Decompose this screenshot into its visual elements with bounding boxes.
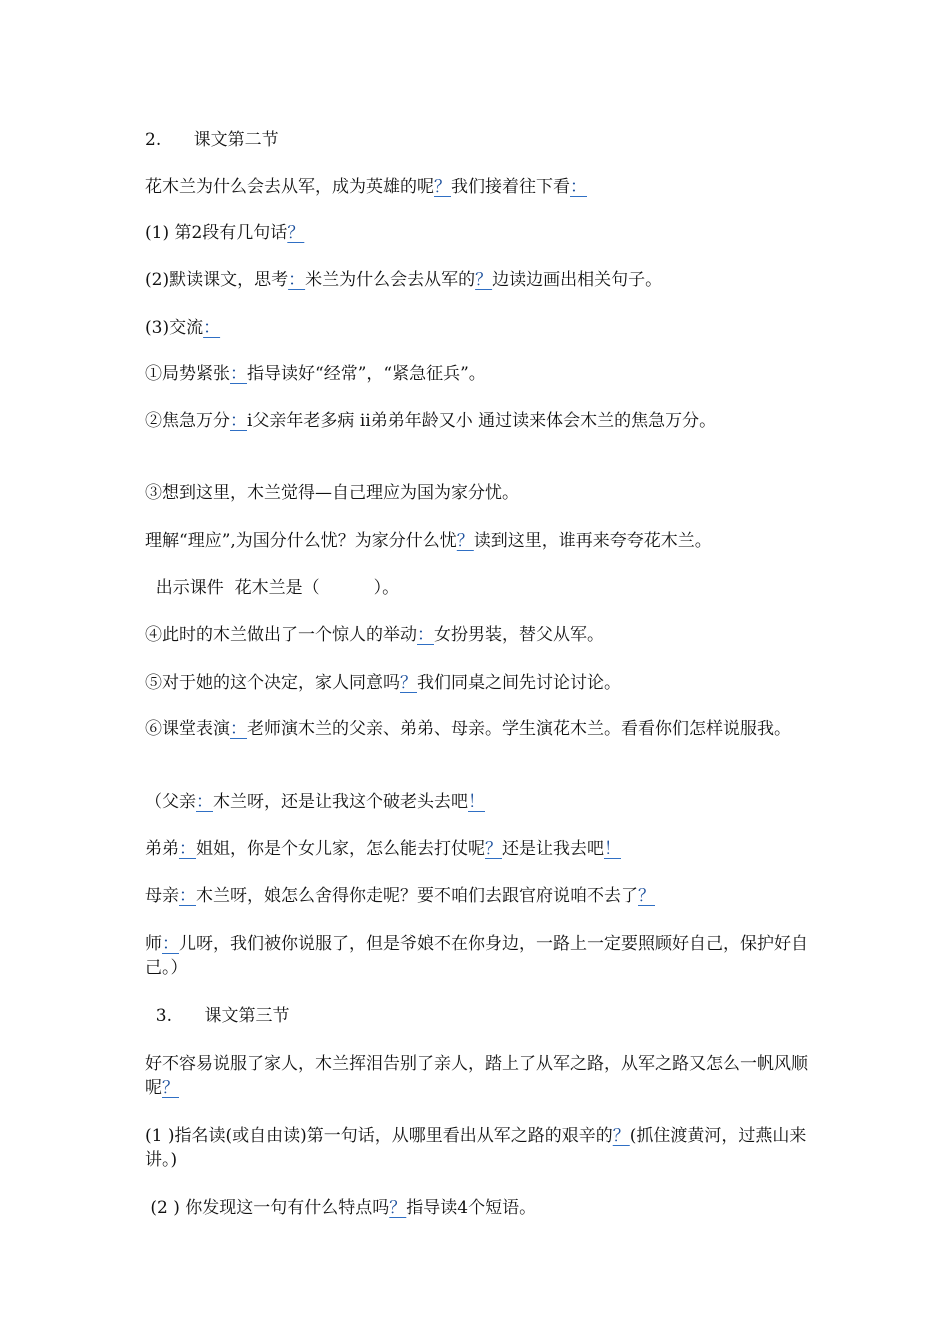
text-run: ⑥课堂表演 bbox=[145, 719, 230, 739]
marked-punctuation: ？ bbox=[434, 177, 451, 197]
section-heading-3 bbox=[145, 1004, 289, 1028]
text-run: 母亲 bbox=[145, 886, 179, 906]
text-run: (3)交流 bbox=[145, 318, 204, 338]
text-run: 读到这里，谁再来夸夸花木兰。 bbox=[473, 531, 712, 551]
marked-punctuation: ： bbox=[230, 364, 247, 384]
text-run: 出示课件 花木兰是（ ）。 bbox=[145, 578, 400, 598]
text-run: (抓住渡黄河，过燕山来讲。) bbox=[145, 1126, 807, 1170]
marked-punctuation: ？ bbox=[162, 1078, 179, 1098]
marked-punctuation: ： bbox=[230, 719, 247, 739]
marked-punctuation: ： bbox=[196, 792, 213, 812]
text-run: 木兰呀，还是让我这个破老头去吧 bbox=[213, 792, 468, 812]
point-4 bbox=[145, 623, 604, 647]
text-run: 米兰为什么会去从军的 bbox=[305, 270, 476, 290]
question-1 bbox=[145, 221, 304, 245]
dialogue-teacher bbox=[145, 932, 810, 980]
section-heading-2 bbox=[145, 128, 279, 152]
marked-punctuation: ： bbox=[179, 839, 196, 859]
text-run: 儿呀，我们被你说服了，但是爷娘不在你身边，一路上一定要照顾好自己，保护好自己。） bbox=[145, 934, 808, 978]
marked-punctuation: ？ bbox=[389, 1198, 407, 1218]
text-run: 木兰呀，娘怎么舍得你走呢？要不咱们去跟官府说咱不去了 bbox=[196, 886, 638, 906]
text-run: ③想到这里，木兰觉得—自己理应为国为家分忧。 bbox=[145, 483, 519, 503]
dialogue-father bbox=[145, 790, 485, 814]
point-2 bbox=[145, 409, 810, 433]
text-run: （父亲 bbox=[145, 792, 196, 812]
dialogue-mother bbox=[145, 884, 655, 908]
text-run: (1) 第2段有几句话 bbox=[145, 223, 288, 243]
text-run: ②焦急万分 bbox=[145, 411, 230, 431]
marked-punctuation: ： bbox=[179, 886, 196, 906]
text-run: 我们接着往下看 bbox=[451, 177, 570, 197]
question-2 bbox=[145, 268, 662, 292]
dialogue-brother bbox=[145, 837, 621, 861]
text-run: 指导读好“经常”，“紧急征兵”。 bbox=[247, 364, 486, 384]
text-run: 理解“理应”,为国分什么忧？为家分什么忧 bbox=[145, 531, 457, 551]
marked-punctuation: ： bbox=[203, 318, 221, 338]
text-run: 弟弟 bbox=[145, 839, 179, 859]
text-run: 花木兰为什么会去从军，成为英雄的呢 bbox=[145, 177, 434, 197]
text-run: ⅰ父亲年老多病 ⅱ弟弟年龄又小 通过读来体会木兰的焦急万分。 bbox=[247, 411, 717, 431]
marked-punctuation: ： bbox=[230, 411, 247, 431]
text-run: 2. 课文第二节 bbox=[145, 130, 279, 150]
point-5 bbox=[145, 671, 621, 695]
marked-punctuation: ？ bbox=[485, 839, 502, 859]
point-3 bbox=[145, 481, 519, 505]
text-run: 还是让我去吧 bbox=[502, 839, 604, 859]
marked-punctuation: ！ bbox=[604, 839, 621, 859]
paragraph-section-3 bbox=[145, 1052, 810, 1100]
exercise-1 bbox=[145, 1124, 810, 1172]
text-run: 边读边画出相关句子。 bbox=[492, 270, 663, 290]
question-3 bbox=[145, 316, 220, 340]
courseware-prompt bbox=[145, 576, 399, 600]
text-run: (1 )指名读(或自由读)第一句话，从哪里看出从军之路的艰辛的 bbox=[145, 1126, 613, 1146]
text-run: ①局势紧张 bbox=[145, 364, 230, 384]
text-run: (2)默读课文，思考 bbox=[145, 270, 289, 290]
marked-punctuation: ？ bbox=[287, 223, 305, 243]
paragraph-intro bbox=[145, 175, 587, 199]
marked-punctuation: ？ bbox=[456, 531, 474, 551]
text-run: 3. 课文第三节 bbox=[145, 1006, 290, 1026]
text-run: 女扮男装，替父从军。 bbox=[434, 625, 604, 645]
text-run: ④此时的木兰做出了一个惊人的举动 bbox=[145, 625, 417, 645]
text-run: 好不容易说服了家人，木兰挥泪告别了亲人，踏上了从军之路，从军之路又怎么一帆风顺呢 bbox=[145, 1054, 808, 1098]
marked-punctuation: ： bbox=[288, 270, 306, 290]
point-1 bbox=[145, 362, 486, 386]
point-3-explain bbox=[145, 529, 712, 553]
text-run: 指导读4个短语。 bbox=[406, 1198, 537, 1218]
text-run: ⑤对于她的这个决定，家人同意吗 bbox=[145, 673, 400, 693]
point-6 bbox=[145, 717, 810, 741]
text-run: 我们同桌之间先讨论讨论。 bbox=[417, 673, 621, 693]
marked-punctuation: ！ bbox=[468, 792, 485, 812]
exercise-2 bbox=[145, 1196, 536, 1220]
text-run: 老师演木兰的父亲、弟弟、母亲。学生演花木兰。看看你们怎样说服我。 bbox=[247, 719, 791, 739]
marked-punctuation: ？ bbox=[400, 673, 417, 693]
text-run: (2 ) 你发现这一句有什么特点吗 bbox=[145, 1198, 390, 1218]
marked-punctuation: ？ bbox=[475, 270, 493, 290]
text-run: 姐姐，你是个女儿家，怎么能去打仗呢 bbox=[196, 839, 485, 859]
marked-punctuation: ： bbox=[417, 625, 434, 645]
marked-punctuation: ： bbox=[570, 177, 587, 197]
marked-punctuation: ？ bbox=[612, 1126, 630, 1146]
marked-punctuation: ？ bbox=[638, 886, 655, 906]
marked-punctuation: ： bbox=[162, 934, 179, 954]
text-run: 师 bbox=[145, 934, 162, 954]
